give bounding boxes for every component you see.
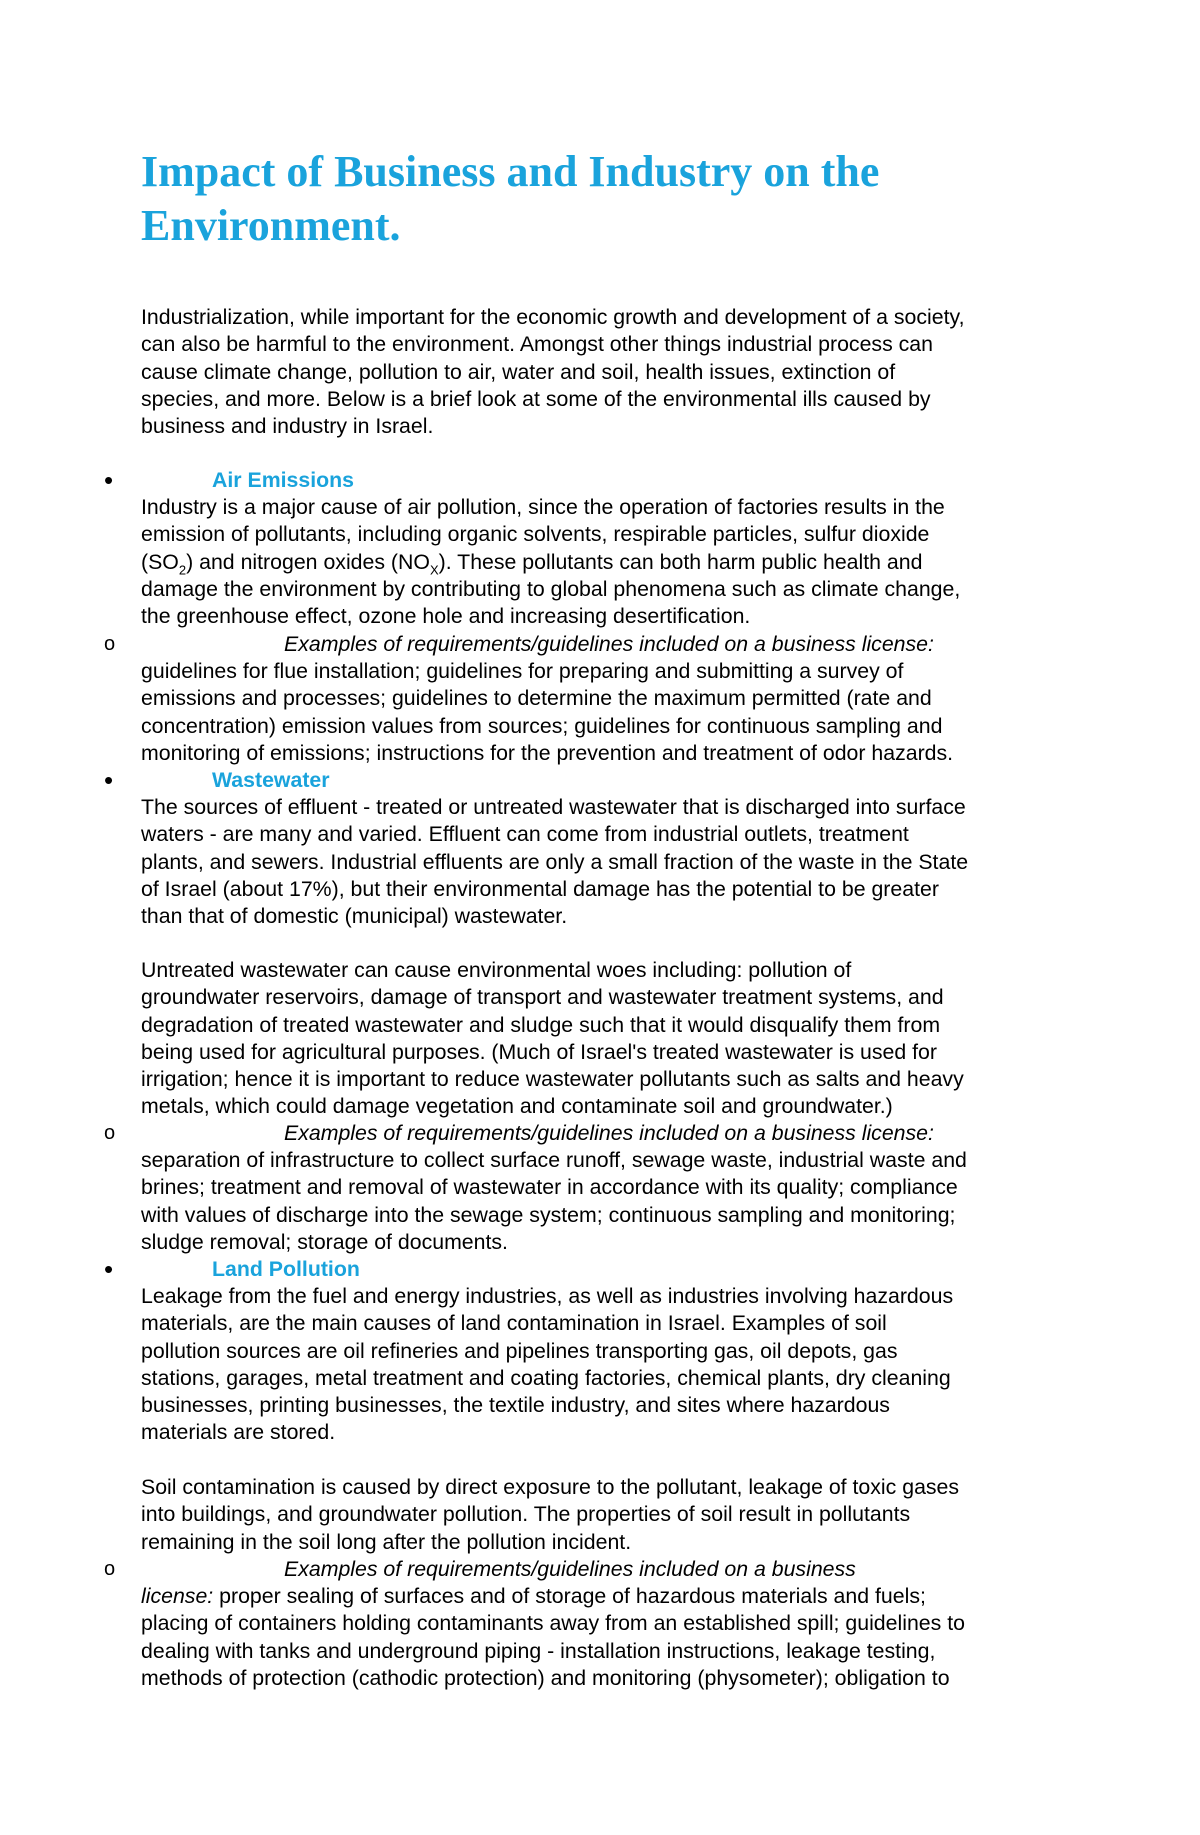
sub-bullet: o: [104, 1558, 116, 1580]
section-heading-air-emissions: Air Emissions: [212, 468, 355, 492]
subscript: 2: [178, 561, 187, 577]
text-fragment: proper sealing of surfaces and of storage of hazardous materials and fuels;: [213, 1584, 926, 1608]
text-line: guidelines for flue installation; guidelines for preparing and submitting a survey of: [141, 659, 904, 683]
text-line: The sources of effluent - treated or untreated wastewater that is discharged into surface: [141, 795, 966, 819]
text-line: [141, 1583, 1071, 1610]
air-emissions-paragraph: [141, 494, 1071, 630]
text-line: business and industry in Israel.: [141, 414, 434, 439]
text-line: Industry is a major cause of air pollution, since the operation of factories results in the: [141, 495, 945, 519]
text-line: materials, are the main causes of land contamination in Israel. Examples of soil: [141, 1311, 887, 1336]
text-line: [141, 549, 1071, 576]
text-line: plants, and sewers. Industrial effluents are only a small fraction of the waste in the State: [141, 849, 969, 874]
text-line: emissions and processes; guidelines to determine the maximum permitted (rate and: [141, 686, 932, 711]
air-examples-paragraph: [141, 658, 1071, 767]
text-line: waters - are many and varied. Effluent can come from industrial outlets, treatment: [141, 822, 909, 847]
examples-label: Examples of requirements/guidelines included on a business: [284, 1557, 856, 1581]
land-examples-paragraph: [141, 1583, 1071, 1692]
text-line: emission of pollutants, including organic solvents, respirable particles, sulfur dioxide: [141, 522, 930, 547]
text-line: metals, which could damage vegetation and contaminate soil and groundwater.): [141, 1094, 893, 1119]
bullet-dot: •: [104, 465, 114, 495]
text-line: Soil contamination is caused by direct exposure to the pollutant, leakage of toxic gases: [141, 1475, 960, 1499]
sub-bullet: o: [104, 1122, 116, 1144]
text-line: sludge removal; storage of documents.: [141, 1229, 508, 1254]
land-paragraph-2: [141, 1474, 1071, 1556]
subscript: X: [429, 561, 439, 577]
bullet-dot: •: [104, 765, 114, 795]
text-line: monitoring of emissions; instructions for the prevention and treatment of odor hazards.: [141, 740, 954, 765]
text-fragment: ). These pollutants can both harm public health and: [438, 549, 923, 574]
intro-paragraph: [141, 304, 1071, 440]
text-line: Industrialization, while important for the economic growth and development of a society,: [141, 305, 965, 329]
text-line: species, and more. Below is a brief look at some of the environmental ills caused by: [141, 386, 931, 411]
section-heading-land-pollution: Land Pollution: [212, 1257, 360, 1281]
text-line: separation of infrastructure to collect surface runoff, sewage waste, industrial waste and: [141, 1148, 967, 1172]
land-paragraph-1: [141, 1283, 1071, 1447]
wastewater-paragraph-1: [141, 794, 1071, 930]
page-title: [141, 145, 1041, 253]
text-line: cause climate change, pollution to air, water and soil, health issues, extinction of: [141, 359, 896, 384]
text-line: dealing with tanks and underground piping - installation instructions, leakage testing,: [141, 1638, 936, 1663]
text-line: being used for agricultural purposes. (Much of Israel's treated wastewater is used for: [141, 1039, 937, 1064]
text-line: with values of discharge into the sewage system; continuous sampling and monitoring;: [141, 1202, 956, 1227]
text-fragment: ) and nitrogen oxides (NO: [186, 549, 430, 574]
text-line: of Israel (about 17%), but their environmental damage has the potential to be greater: [141, 876, 939, 901]
section-heading-wastewater: Wastewater: [212, 768, 330, 792]
sub-bullet: o: [104, 633, 116, 655]
text-line: brines; treatment and removal of wastewater in accordance with its quality; compliance: [141, 1175, 958, 1200]
text-line: pollution sources are oil refineries and pipelines transporting gas, oil depots, gas: [141, 1338, 898, 1363]
text-line: stations, garages, metal treatment and coating factories, chemical plants, dry cleaning: [141, 1365, 951, 1390]
title-line: Impact of Business and Industry on the: [141, 147, 880, 196]
text-line: groundwater reservoirs, damage of transport and wastewater treatment systems, and: [141, 985, 944, 1010]
examples-label: Examples of requirements/guidelines included on a business license:: [284, 1121, 934, 1145]
text-line: than that of domestic (municipal) wastewater.: [141, 904, 568, 929]
text-line: damage the environment by contributing to global phenomena such as climate change,: [141, 576, 961, 601]
title-line: Environment.: [141, 201, 401, 250]
text-line: into buildings, and groundwater pollution. The properties of soil result in pollutants: [141, 1502, 911, 1527]
text-line: irrigation; hence it is important to reduce wastewater pollutants such as salts and heavy: [141, 1067, 964, 1092]
text-line: concentration) emission values from sources; guidelines for continuous sampling and: [141, 713, 943, 738]
bullet-dot: •: [104, 1254, 114, 1284]
text-line: businesses, printing businesses, the textile industry, and sites where hazardous: [141, 1393, 890, 1418]
text-line: remaining in the soil long after the pollution incident.: [141, 1529, 632, 1554]
wastewater-paragraph-2: [141, 957, 1071, 1121]
text-line: Untreated wastewater can cause environmental woes including: pollution of: [141, 958, 852, 982]
examples-label: Examples of requirements/guidelines included on a business license:: [284, 632, 934, 656]
text-fragment: (SO: [141, 549, 179, 574]
text-line: placing of containers holding contaminants away from an established spill; guidelines to: [141, 1611, 965, 1636]
text-line: the greenhouse effect, ozone hole and increasing desertification.: [141, 604, 751, 629]
examples-label-continuation: license:: [141, 1584, 214, 1608]
wastewater-examples-paragraph: [141, 1147, 1071, 1256]
text-line: can also be harmful to the environment. Amongst other things industrial process can: [141, 332, 933, 357]
text-line: Leakage from the fuel and energy industries, as well as industries involving hazardous: [141, 1284, 954, 1308]
text-line: methods of protection (cathodic protection) and monitoring (physometer); obligation to: [141, 1665, 950, 1690]
text-line: materials are stored.: [141, 1420, 336, 1445]
text-line: degradation of treated wastewater and sludge such that it would disqualify them from: [141, 1012, 941, 1037]
